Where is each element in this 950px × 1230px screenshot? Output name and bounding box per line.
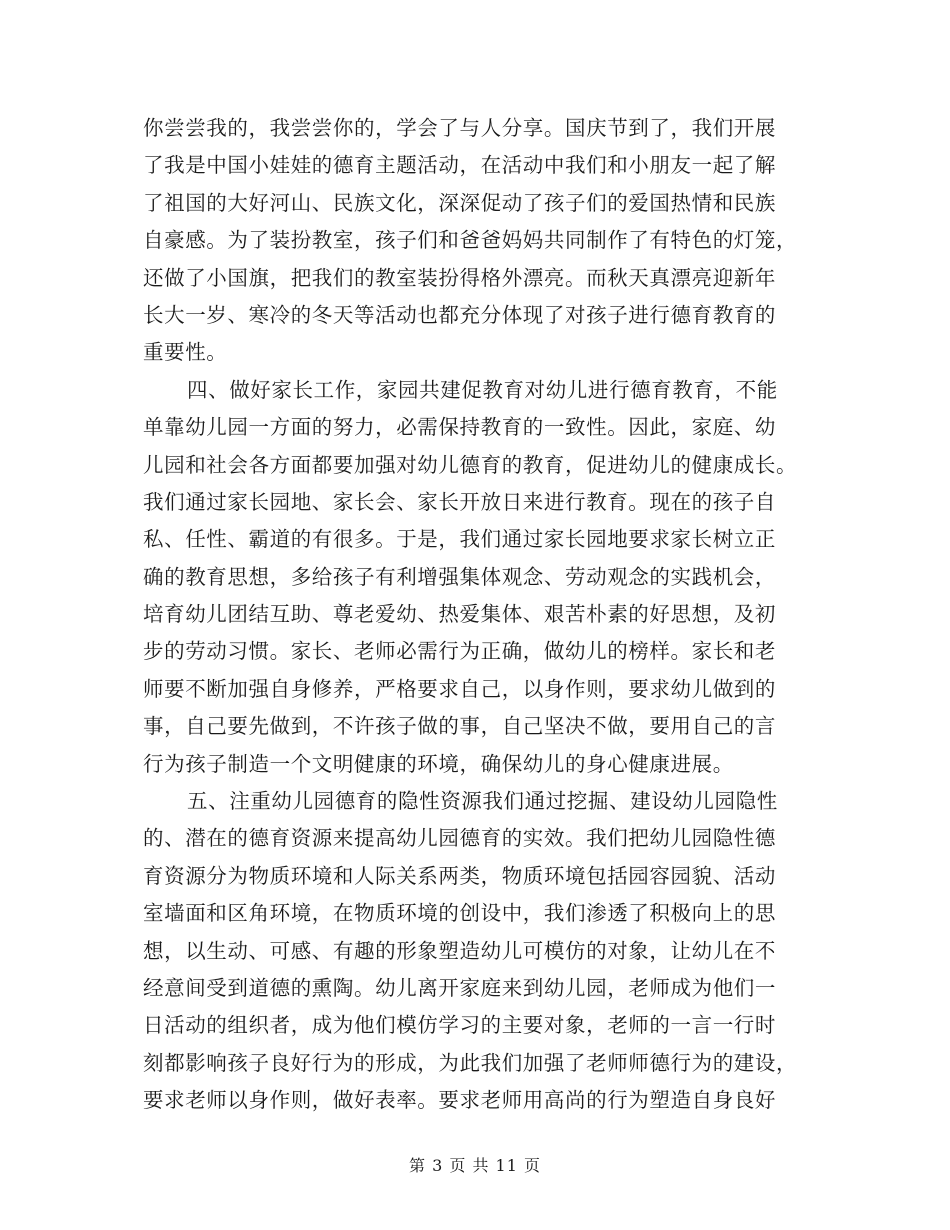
- text-line: 日活动的组织者，成为他们模仿学习的主要对象，老师的一言一行时: [143, 1013, 776, 1038]
- text-line: 儿园和社会各方面都要加强对幼儿德育的教育，促进幼儿的健康成长。: [143, 452, 798, 477]
- page-number-footer: 第 3 页 共 11 页: [409, 1156, 541, 1175]
- text-line: 要求老师以身作则，做好表率。要求老师用高尚的行为塑造自身良好: [143, 1088, 776, 1113]
- text-line: 你尝尝我的，我尝尝你的，学会了与人分享。国庆节到了，我们开展: [143, 116, 776, 140]
- text-line: 了我是中国小娃娃的德育主题活动，在活动中我们和小朋友一起了解: [143, 153, 776, 178]
- text-line: 步的劳动习惯。家长、老师必需行为正确，做幼儿的榜样。家长和老: [143, 639, 776, 664]
- text-line: 想，以生动、可感、有趣的形象塑造幼儿可模仿的对象，让幼儿在不: [143, 938, 776, 963]
- text-line: 我们通过家长园地、家长会、家长开放日来进行教育。现在的孩子自: [143, 489, 776, 514]
- text-line: 单靠幼儿园一方面的努力，必需保持教育的一致性。因此，家庭、幼: [143, 415, 776, 440]
- text-line: 确的教育思想，多给孩子有利增强集体观念、劳动观念的实践机会，: [143, 564, 776, 589]
- text-line: 行为孩子制造一个文明健康的环境，确保幼儿的身心健康进展。: [143, 751, 734, 776]
- text-line: 私、任性、霸道的有很多。于是，我们通过家长园地要求家长树立正: [143, 527, 776, 552]
- text-line: 师要不断加强自身修养，严格要求自己，以身作则，要求幼儿做到的: [143, 676, 776, 701]
- text-line: 还做了小国旗，把我们的教室装扮得格外漂亮。而秋天真漂亮迎新年: [143, 265, 776, 290]
- text-line: 培育幼儿团结互助、尊老爱幼、热爱集体、艰苦朴素的好思想，及初: [143, 602, 776, 627]
- text-line: 事，自己要先做到，不许孩子做的事，自己坚决不做，要用自己的言: [143, 714, 776, 739]
- section-four-first-line: 四、做好家长工作，家园共建促教育对幼儿进行德育教育，不能: [187, 377, 778, 402]
- body-text: [143, 110, 807, 1120]
- text-line: 了祖国的大好河山、民族文化，深深促动了孩子们的爱国热情和民族: [143, 190, 776, 215]
- text-line: 长大一岁、寒冷的冬天等活动也都充分体现了对孩子进行德育教育的: [143, 302, 776, 327]
- text-line: 的、潜在的德育资源来提高幼儿园德育的实效。我们把幼儿园隐性德: [143, 826, 776, 851]
- text-line: 刻都影响孩子良好行为的形成，为此我们加强了老师师德行为的建设，: [143, 1050, 798, 1075]
- text-line: 重要性。: [143, 340, 228, 365]
- section-five-first-line: 五、注重幼儿园德育的隐性资源我们通过挖掘、建设幼儿园隐性: [187, 789, 778, 814]
- text-line: 育资源分为物质环境和人际关系两类，物质环境包括园容园貌、活动: [143, 863, 776, 888]
- text-line: 室墙面和区角环境，在物质环境的创设中，我们渗透了积极向上的思: [143, 901, 776, 926]
- text-line: 经意间受到道德的熏陶。幼儿离开家庭来到幼儿园，老师成为他们一: [143, 975, 776, 1000]
- text-line: 自豪感。为了装扮教室，孩子们和爸爸妈妈共同制作了有特色的灯笼，: [143, 228, 798, 253]
